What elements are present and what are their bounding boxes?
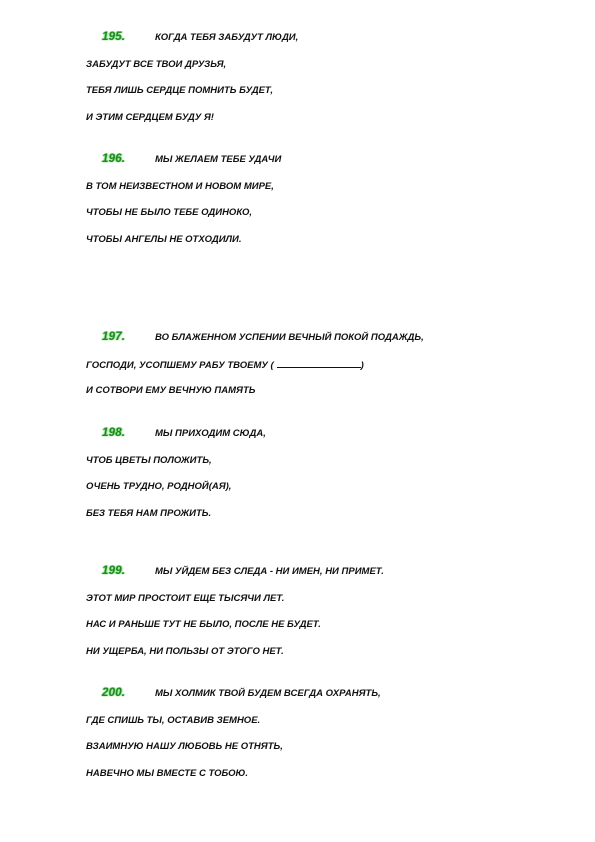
- poem-line: ЧТОБ ЦВЕТЫ ПОЛОЖИТЬ,: [86, 454, 212, 466]
- poem-line: ЭТОТ МИР ПРОСТОИТ ЕЩЕ ТЫСЯЧИ ЛЕТ.: [86, 592, 285, 604]
- poem-first-line: [86, 31, 566, 58]
- poem-197: [86, 331, 566, 411]
- poem-line: ВО БЛАЖЕННОМ УСПЕНИИ ВЕЧНЫЙ ПОКОЙ ПОДАЖДЬ,: [155, 332, 424, 343]
- poem-first-line: [86, 331, 566, 358]
- poem-line: БЕЗ ТЕБЯ НАМ ПРОЖИТЬ.: [86, 507, 212, 519]
- poem-number: 200.: [102, 687, 126, 699]
- poem-first-line: [86, 427, 566, 454]
- poem-line: НАС И РАНЬШЕ ТУТ НЕ БЫЛО, ПОСЛЕ НЕ БУДЕТ.: [86, 619, 321, 630]
- poem-line: НАВЕЧНО МЫ ВМЕСТЕ С ТОБОЮ.: [86, 767, 249, 779]
- poem-line: КОГДА ТЕБЯ ЗАБУДУТ ЛЮДИ,: [155, 32, 299, 43]
- poem-line: МЫ ХОЛМИК ТВОЙ БУДЕМ ВСЕГДА ОХРАНЯТЬ,: [155, 688, 381, 699]
- poem-line: ОЧЕНЬ ТРУДНО, РОДНОЙ(АЯ),: [86, 481, 232, 492]
- poem-number: 199.: [102, 565, 126, 577]
- poem-first-line: [86, 153, 566, 180]
- poem-line: ЧТОБЫ АНГЕЛЫ НЕ ОТХОДИЛИ.: [86, 233, 242, 245]
- poem-number: 196.: [102, 153, 126, 165]
- poem-line: И ЭТИМ СЕРДЦЕМ БУДУ Я!: [86, 111, 214, 123]
- poem-line: ГДЕ СПИШЬ ТЫ, ОСТАВИВ ЗЕМНОЕ.: [86, 714, 261, 726]
- poem-line: ЗАБУДУТ ВСЕ ТВОИ ДРУЗЬЯ,: [86, 58, 227, 70]
- poem-200: [86, 687, 566, 793]
- name-blank: [277, 358, 361, 368]
- poem-number: 195.: [102, 31, 126, 43]
- blank-close-paren: ): [360, 359, 364, 371]
- poem-line: НИ УЩЕРБА, НИ ПОЛЬЗЫ ОТ ЭТОГО НЕТ.: [86, 645, 284, 657]
- poem-line: ЧТОБЫ НЕ БЫЛО ТЕБЕ ОДИНОКО,: [86, 207, 253, 218]
- poem-line-with-blank: [86, 358, 566, 385]
- poem-196: [86, 153, 566, 259]
- poem-198: [86, 427, 566, 533]
- poem-number: 197.: [102, 331, 126, 343]
- poem-first-line: [86, 565, 566, 592]
- poem-line: ВЗАИМНУЮ НАШУ ЛЮБОВЬ НЕ ОТНЯТЬ,: [86, 741, 283, 752]
- poem-line: МЫ УЙДЕМ БЕЗ СЛЕДА - НИ ИМЕН, НИ ПРИМЕТ.: [155, 566, 384, 577]
- poem-first-line: [86, 687, 566, 714]
- poem-line: В ТОМ НЕИЗВЕСТНОМ И НОВОМ МИРЕ,: [86, 180, 274, 192]
- poem-line: И СОТВОРИ ЕМУ ВЕЧНУЮ ПАМЯТЬ: [86, 385, 256, 396]
- poem-195: [86, 31, 566, 137]
- poem-line: ТЕБЯ ЛИШЬ СЕРДЦЕ ПОМНИТЬ БУДЕТ,: [86, 85, 273, 96]
- poem-line: МЫ ЖЕЛАЕМ ТЕБЕ УДАЧИ: [155, 154, 282, 165]
- poem-199: [86, 565, 566, 671]
- poem-number: 198.: [102, 427, 126, 439]
- poem-line: МЫ ПРИХОДИМ СЮДА,: [155, 428, 266, 439]
- poem-line: ГОСПОДИ, УСОПШЕМУ РАБУ ТВОЕМУ (: [86, 359, 274, 371]
